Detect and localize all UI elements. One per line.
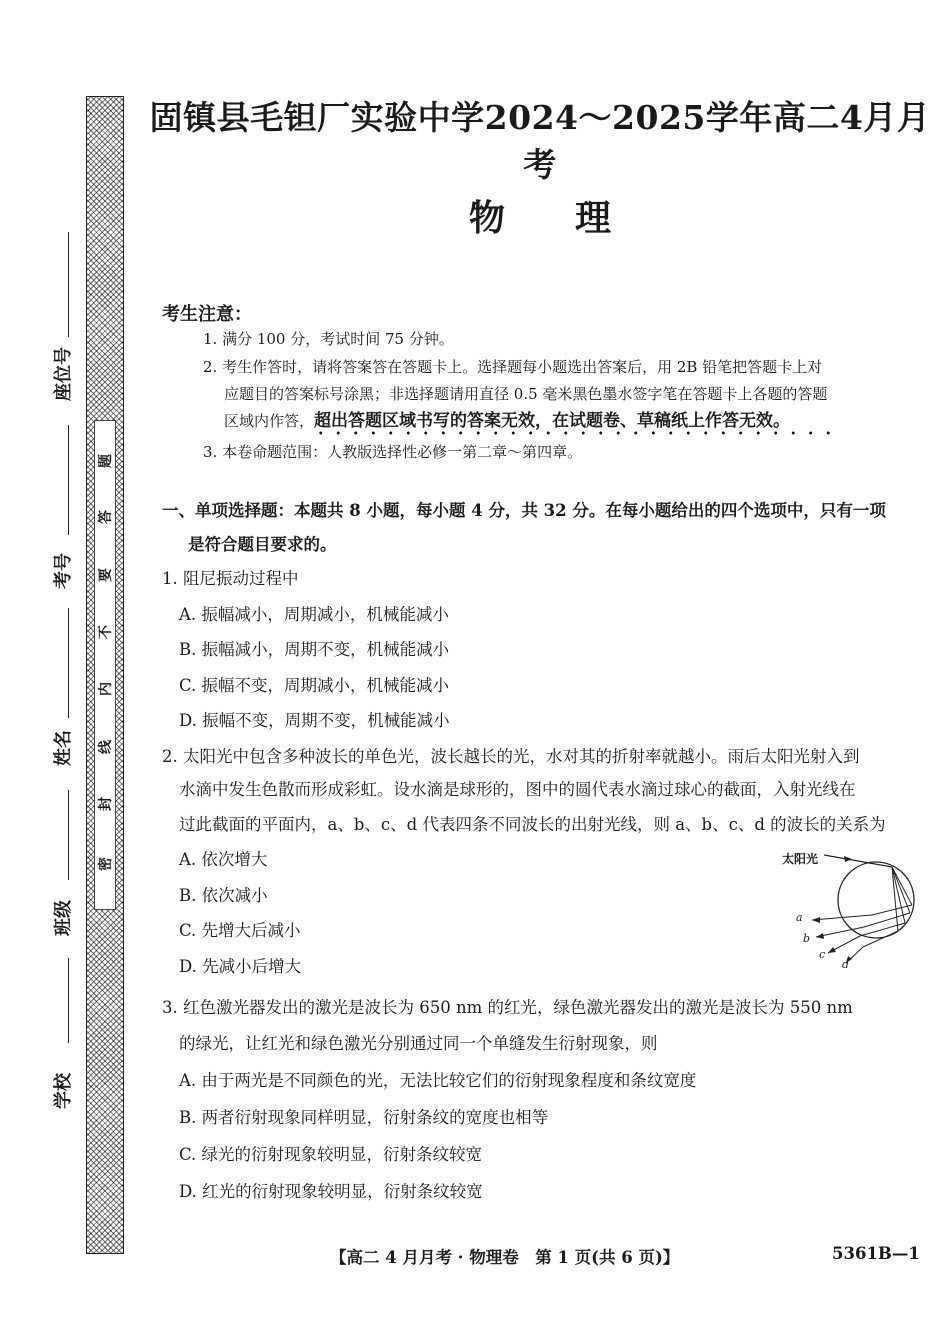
question-3-stem-line-2: 的绿光，让红光和绿色激光分别通过同一个单缝发生衍射现象，则 xyxy=(179,1034,658,1053)
exam-number-label: 考号 xyxy=(53,553,74,589)
notice-item-2-line-1: 2. 考生作答时，请将答案答在答题卡上。选择题每小题选出答案后，用 2B 铅笔把答题卡上对 xyxy=(203,358,823,376)
incident-ray xyxy=(824,855,892,867)
ray-d-label: d xyxy=(842,958,850,971)
ray-b-label: b xyxy=(803,932,811,945)
subject-title: 物理 xyxy=(468,197,681,239)
question-3-option-a[interactable]: A. 由于两光是不同颜色的光，无法比较它们的衍射现象程度和条纹宽度 xyxy=(179,1071,697,1090)
ray-c-label: c xyxy=(819,948,826,961)
seal-char: 答 xyxy=(98,510,114,524)
school-line[interactable] xyxy=(68,958,69,1043)
ray-a-label: a xyxy=(796,911,803,924)
emphasis-dots xyxy=(312,431,842,435)
seal-char: 内 xyxy=(98,682,114,696)
raindrop-svg xyxy=(776,845,916,975)
paper-code: 5361B—1 xyxy=(832,1244,920,1263)
question-2-option-d[interactable]: D. 先减小后增大 xyxy=(179,957,302,976)
incident-arrow xyxy=(844,856,852,862)
seat-number-line[interactable] xyxy=(68,232,69,337)
question-2-option-a[interactable]: A. 依次增大 xyxy=(179,850,268,869)
question-2-stem-line-2: 水滴中发生色散而形成彩虹。设水滴是球形的，图中的圆代表水滴过球心的截面，入射光线在 xyxy=(179,780,856,799)
question-1-option-a[interactable]: A. 振幅减小，周期减小，机械能减小 xyxy=(179,605,449,624)
sunlight-label: 太阳光 xyxy=(782,852,819,866)
section-heading-line-2: 是符合题目要求的。 xyxy=(188,535,337,554)
notice-item-1: 1. 满分 100 分，考试时间 75 分钟。 xyxy=(203,330,454,348)
seat-number-label: 座位号 xyxy=(53,347,74,401)
ray-b-arrow xyxy=(816,933,824,939)
name-label: 姓名 xyxy=(53,730,74,766)
ray-a-arrow xyxy=(812,917,820,923)
question-3-option-c[interactable]: C. 绿光的衍射现象较明显，衍射条纹较宽 xyxy=(179,1145,483,1164)
notice-item-3: 3. 本卷命题范围：人教版选择性必修一第二章～第四章。 xyxy=(203,443,583,461)
raindrop-diagram xyxy=(776,845,916,975)
question-1-stem: 1. 阻尼振动过程中 xyxy=(162,569,299,588)
question-2-option-c[interactable]: C. 先增大后减小 xyxy=(179,921,301,940)
notice-item-2-line-2: 应题目的答案标号涂黑；非选择题请用直径 0.5 毫米黑色墨水签字笔在答题卡上各题的答题 xyxy=(224,385,828,403)
question-3-option-b[interactable]: B. 两者衍射现象同样明显，衍射条纹的宽度也相等 xyxy=(179,1108,549,1127)
class-line[interactable] xyxy=(68,790,69,880)
notice-title: 考生注意： xyxy=(162,304,252,325)
name-line[interactable] xyxy=(68,608,69,718)
question-2-stem-line-3: 过此截面的平面内，a、b、c、d 代表四条不同波长的出射光线，则 a、b、c、d 的波长的关系为 xyxy=(179,815,886,834)
seal-char: 封 xyxy=(98,797,114,811)
notice-emphasis: 超出答题区域书写的答案无效，在试题卷、草稿纸上作答无效。 xyxy=(314,411,791,431)
question-1-option-c[interactable]: C. 振幅不变，周期减小，机械能减小 xyxy=(179,676,450,695)
question-2-stem-line-1: 2. 太阳光中包含多种波长的单色光，波长越长的光，水对其的折射率就越小。雨后太阳光射入到 xyxy=(162,747,860,766)
notice-item-2-line-3a: 区域内作答， xyxy=(224,412,315,430)
seal-char: 题 xyxy=(98,454,114,468)
seal-notice xyxy=(94,420,116,910)
class-label: 班级 xyxy=(53,900,74,936)
exam-number-line[interactable] xyxy=(68,425,69,535)
section-heading-line-1: 一、单项选择题：本题共 8 小题，每小题 4 分，共 32 分。在每小题给出的四个选项中，只有一项 xyxy=(162,501,886,520)
question-3-option-d[interactable]: D. 红光的衍射现象较明显，衍射条纹较宽 xyxy=(179,1182,483,1201)
page-footer: 【高二 4 月月考 · 物理卷 第 1 页(共 6 页)】 xyxy=(330,1248,680,1267)
water-drop-circle xyxy=(838,862,914,938)
seal-char: 要 xyxy=(98,568,114,582)
question-1-option-d[interactable]: D. 振幅不变，周期不变，机械能减小 xyxy=(179,711,450,730)
ray-c-arrow xyxy=(828,947,836,953)
exam-title: 固镇县毛钽厂实验中学2024～2025学年高二4月月考 xyxy=(149,98,931,184)
seal-char: 线 xyxy=(98,740,114,754)
seal-char: 不 xyxy=(98,625,114,639)
section-heading xyxy=(162,494,914,562)
question-1-option-b[interactable]: B. 振幅减小，周期不变，机械能减小 xyxy=(179,640,450,659)
question-3-stem-line-1: 3. 红色激光器发出的激光是波长为 650 nm 的红光，绿色激光器发出的激光是波长为 550 nm xyxy=(162,998,853,1017)
seal-char: 密 xyxy=(98,857,114,871)
question-2-option-b[interactable]: B. 依次减小 xyxy=(179,886,268,905)
school-label: 学校 xyxy=(53,1073,74,1109)
